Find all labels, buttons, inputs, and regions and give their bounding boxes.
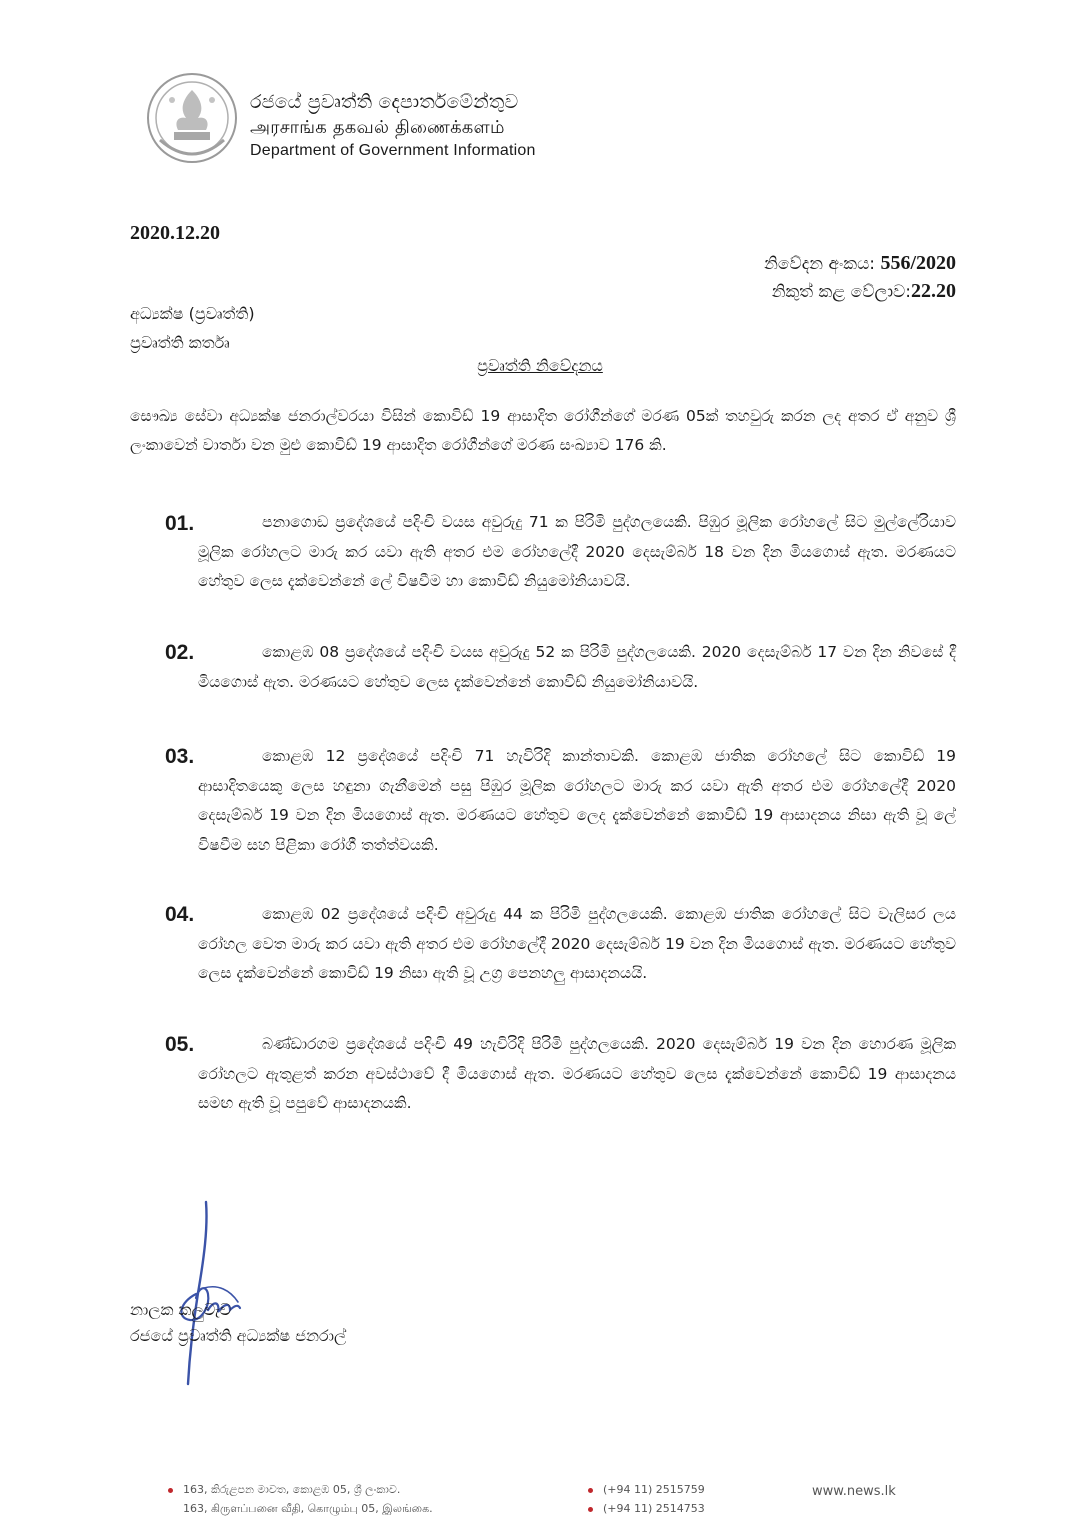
addressee-line-1: අධ්‍යක්ෂ (ප්‍රවෘත්ති): [130, 304, 255, 323]
item-text: පනාගොඩ ප්‍රදේශයේ පදිංචි වයස අවුරුදු 71 ක පිරිමි පුද්ගලයෙකි. පිඹුර මූලික රෝහලේ සිට මුල්ලේරියාව මූලික රෝහලට මාරු කර යවා ඇති අතර එම රෝහලේදී 2020 දෙසැම්බර් 18 වන දින මියගොස් ඇත. මරණයට හේතුව ලෙස දැක්වෙන්නේ ලේ විෂවීම හා කොවිඩ් නියුමෝනියාවයි.: [198, 513, 956, 590]
reference-number: [764, 252, 956, 275]
letterhead-english: Department of Government Information: [250, 142, 536, 159]
phone-icon: [588, 1488, 593, 1493]
issue-time: [772, 280, 956, 303]
footer-phone: [588, 1483, 705, 1496]
item-text: කොළඹ 08 ප්‍රදේශයේ පදිංචි වයස අවුරුදු 52 ක පිරිමි පුද්ගලයෙකි. 2020 දෙසැම්බර් 17 වන දින නිවසේ දී මියගොස් ඇත. මරණයට හේතුව ලෙස දැක්වෙන්නේ කොවිඩ් නියුමෝනියාවයි.: [198, 643, 956, 691]
state-emblem-icon: [142, 70, 242, 170]
page-title-text: ප්‍රවෘත්ති නිවේදනය: [477, 356, 603, 375]
footer-phone-text: (+94 11) 2515759: [603, 1483, 705, 1496]
issue-time-label: නිකුත් කළ වේලාව:: [771, 282, 911, 302]
intro-paragraph: සෞඛ්‍ය සේවා අධ්‍යක්ෂ ජනරාල්වරයා විසින් කොවිඩ් 19 ආසාදිත රෝගීන්ගේ මරණ 05ක් තහවුරු කරන ලද අතර ඒ අනුව ශ්‍රී ලංකාවෙන් වාර්තා වන මුළු කොවිඩ් 19 ආසාදිත රෝගීන්ගේ මරණ සංඛ්‍යාව 176 කි.: [130, 407, 956, 454]
footer-address-tamil-text: 163, கிருளப்பனை வீதி, கொழும்பு 05, இலங்கை.: [183, 1502, 433, 1515]
signatory-name: නාලක කලුවැව: [130, 1300, 232, 1319]
letterhead-tamil: அரசாங்க தகவல் திணைக்களம்: [250, 117, 505, 138]
signatory-title: රජයේ ප්‍රවෘත්ති අධ්‍යක්ෂ ජනරාල්: [130, 1326, 347, 1345]
page-title: [0, 356, 1080, 376]
footer-address-tamil: [168, 1502, 433, 1517]
document-date: 2020.12.20: [130, 222, 220, 244]
addressee-line-2: ප්‍රවෘත්ති කර්තෘ: [130, 333, 230, 352]
item-number: 05.: [165, 1033, 195, 1056]
bullet-icon: [168, 1488, 173, 1493]
footer-address-sinhala: [168, 1483, 400, 1497]
footer-website[interactable]: www.news.lk: [812, 1484, 896, 1499]
footer-fax-text: (+94 11) 2514753: [603, 1502, 705, 1515]
handwritten-signature: [168, 1198, 428, 1388]
item-text: කොළඹ 02 ප්‍රදේශයේ පදිංචි අවුරුදු 44 ක පිරිමි පුද්ගලයෙකි. කොළඹ ජාතික රෝහලේ සිට වැලිසර ලය රෝහල වෙත මාරු කර යවා ඇති අතර එම රෝහලේදී 2020 දෙසැම්බර් 19 වන දින මියගොස් ඇත. මරණයට හේතුව ලෙස දැක්වෙන්නේ කොවිඩ් 19 නිසා ඇති වූ උග්‍ර පෙනහලු ආසාදනයයි.: [198, 905, 956, 982]
item-text: බණ්ඩාරගම ප්‍රදේශයේ පදිංචි 49 හැවිරිදි පිරිමි පුද්ගලයෙකි. 2020 දෙසැම්බර් 19 වන දින හොරණ මූලික රෝහලට ඇතුළත් කරන අවස්ථාවේ දී මියගොස් ඇත. මරණයට හේතුව ලෙස දැක්වෙන්නේ කොවිඩ් 19 ආසාදනය සමඟ ඇති වූ පපුවේ ආසාදනයකි.: [198, 1035, 956, 1112]
reference-number-value: 556/2020: [880, 252, 956, 274]
fax-icon: [588, 1507, 593, 1512]
item-number: 04.: [165, 903, 195, 926]
reference-number-label: නිවේදන අංකය:: [764, 254, 876, 274]
item-number: 02.: [165, 641, 195, 664]
issue-time-value: 22.20: [911, 280, 956, 302]
item-text: කොළඹ 12 ප්‍රදේශයේ පදිංචි 71 හැවිරිදි කාන්තාවකි. කොළඹ ජාතික රෝහලේ සිට කොවිඩ් 19 ආසාදිතයෙකු ලෙස හඳුනා ගැනීමෙන් පසු පිඹුර මූලික රෝහලට මාරු කර යවා ඇති අතර එම රෝහලේදී 2020 දෙසැම්බර් 19 වන දින මියගොස් ඇත. මරණයට හේතුව ලෙද දැක්වෙන්නේ කොවිඩ් 19 ආසාදනය නිසා ඇති වූ ලේ විෂවීම සහ පිළිකා රෝගී තත්ත්වයකි.: [198, 747, 956, 854]
item-number: 03.: [165, 745, 195, 768]
footer-fax: [588, 1502, 705, 1515]
footer-address-sinhala-text: 163, කිරුළපන මාවත, කොළඹ 05, ශ්‍රී ලංකාව.: [183, 1483, 401, 1496]
item-number: 01.: [165, 512, 195, 535]
letterhead-sinhala: රජයේ ප්‍රවෘත්ති දෙපාර්තමේන්තුව: [250, 91, 519, 113]
